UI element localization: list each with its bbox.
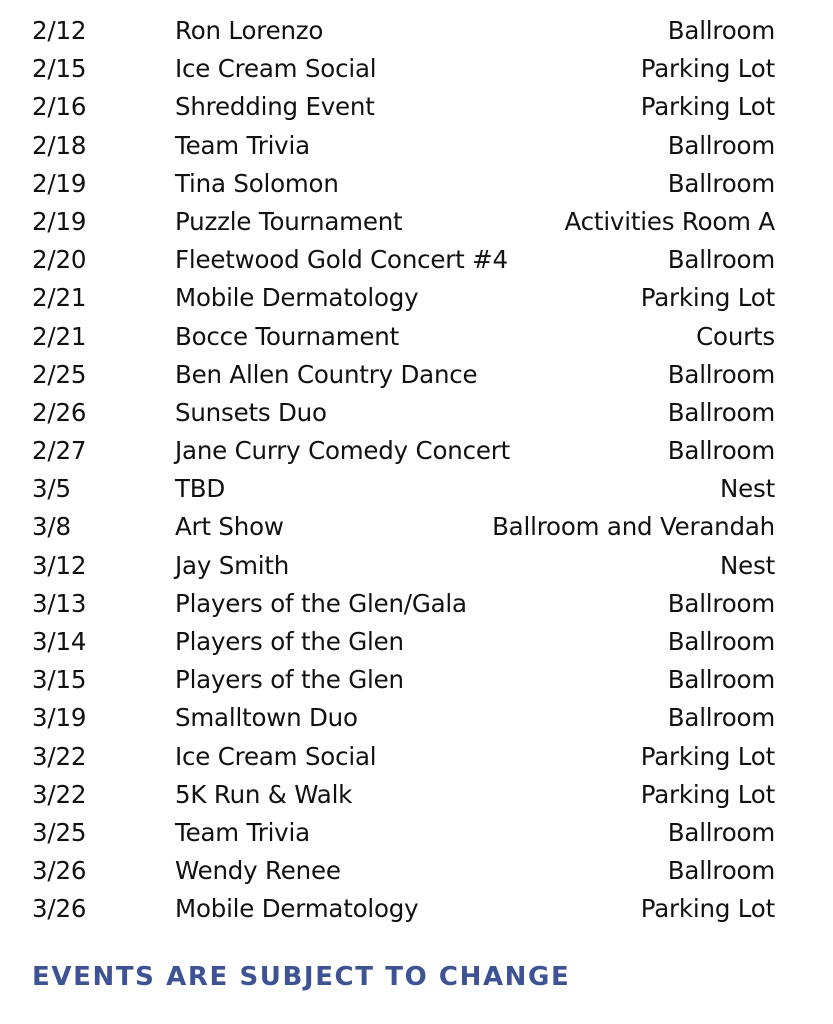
event-location: Parking Lot [640, 779, 775, 809]
event-name: Tina Solomon [175, 168, 339, 198]
event-location: Ballroom [667, 588, 775, 618]
event-row [0, 50, 833, 88]
event-name: Ben Allen Country Dance [175, 359, 478, 389]
event-date: 3/13 [32, 588, 87, 618]
event-row [0, 356, 833, 394]
event-location: Ballroom [667, 817, 775, 847]
event-location: Activities Room A [564, 206, 775, 236]
event-location: Ballroom [667, 168, 775, 198]
event-date: 3/8 [32, 512, 71, 542]
event-date: 2/19 [32, 168, 87, 198]
event-date: 2/27 [32, 436, 87, 466]
event-name: Shredding Event [175, 92, 375, 122]
event-row [0, 12, 833, 50]
event-date: 2/16 [32, 92, 87, 122]
event-name: Jane Curry Comedy Concert [175, 436, 510, 466]
event-location: Ballroom and Verandah [492, 512, 775, 542]
event-name: Bocce Tournament [175, 321, 399, 351]
event-date: 2/18 [32, 130, 87, 160]
event-name: Ice Cream Social [175, 741, 377, 771]
event-name: Art Show [175, 512, 284, 542]
event-location: Ballroom [667, 245, 775, 275]
event-row [0, 508, 833, 546]
event-row [0, 890, 833, 928]
event-date: 2/12 [32, 16, 87, 45]
event-row [0, 738, 833, 776]
event-location: Ballroom [667, 856, 775, 886]
event-row [0, 279, 833, 317]
event-date: 3/14 [32, 627, 87, 656]
event-date: 2/21 [32, 283, 87, 313]
event-row [0, 203, 833, 241]
event-date: 3/12 [32, 550, 87, 580]
events-subject-to-change-notice: EVENTS ARE SUBJECT TO CHANGE [32, 962, 571, 992]
event-location: Ballroom [667, 130, 775, 160]
event-row [0, 394, 833, 432]
event-name: Puzzle Tournament [175, 206, 403, 236]
event-row [0, 127, 833, 165]
event-row [0, 852, 833, 890]
event-name: Team Trivia [175, 130, 310, 160]
event-name: Jay Smith [175, 550, 290, 580]
event-date: 2/20 [32, 245, 87, 275]
event-name: Wendy Renee [175, 856, 341, 886]
event-date: 3/26 [32, 856, 87, 886]
event-date: 2/26 [32, 397, 87, 427]
event-location: Courts [696, 321, 775, 351]
event-name: Players of the Glen [175, 665, 404, 695]
event-location: Parking Lot [640, 741, 775, 771]
event-date: 3/26 [32, 894, 87, 924]
event-date: 2/25 [32, 359, 87, 389]
event-location: Parking Lot [640, 92, 775, 122]
event-location: Ballroom [667, 359, 775, 389]
event-name: TBD [175, 474, 226, 504]
event-row [0, 661, 833, 699]
event-date: 3/15 [32, 665, 87, 695]
event-location: Ballroom [667, 665, 775, 695]
event-name: Players of the Glen/Gala [175, 588, 467, 618]
event-row [0, 699, 833, 737]
event-row [0, 623, 833, 661]
event-location: Ballroom [667, 397, 775, 427]
event-name: Smalltown Duo [175, 703, 358, 733]
event-location: Ballroom [667, 627, 775, 656]
event-row [0, 165, 833, 203]
event-row [0, 318, 833, 356]
event-location: Parking Lot [640, 283, 775, 313]
event-name: Mobile Dermatology [175, 283, 419, 313]
event-date: 3/5 [32, 474, 71, 504]
event-row [0, 470, 833, 508]
event-location: Ballroom [667, 16, 775, 45]
event-date: 3/22 [32, 741, 87, 771]
event-location: Ballroom [667, 703, 775, 733]
event-name: Sunsets Duo [175, 397, 327, 427]
event-row [0, 776, 833, 814]
event-name: Players of the Glen [175, 627, 404, 656]
event-location: Ballroom [667, 436, 775, 466]
event-date: 3/22 [32, 779, 87, 809]
event-name: Ron Lorenzo [175, 16, 324, 45]
event-name: Ice Cream Social [175, 54, 377, 84]
event-row [0, 814, 833, 852]
event-location: Parking Lot [640, 54, 775, 84]
event-row [0, 88, 833, 126]
event-name: Fleetwood Gold Concert #4 [175, 245, 508, 275]
event-row [0, 547, 833, 585]
event-date: 3/25 [32, 817, 87, 847]
event-date: 2/15 [32, 54, 87, 84]
event-date: 2/19 [32, 206, 87, 236]
event-location: Parking Lot [640, 894, 775, 924]
event-name: Mobile Dermatology [175, 894, 419, 924]
event-row [0, 432, 833, 470]
event-schedule [0, 12, 833, 929]
event-location: Nest [720, 550, 775, 580]
event-date: 2/21 [32, 321, 87, 351]
event-name: Team Trivia [175, 817, 310, 847]
event-date: 3/19 [32, 703, 87, 733]
event-name: 5K Run & Walk [175, 779, 353, 809]
event-row [0, 585, 833, 623]
event-row [0, 241, 833, 279]
event-location: Nest [720, 474, 775, 504]
